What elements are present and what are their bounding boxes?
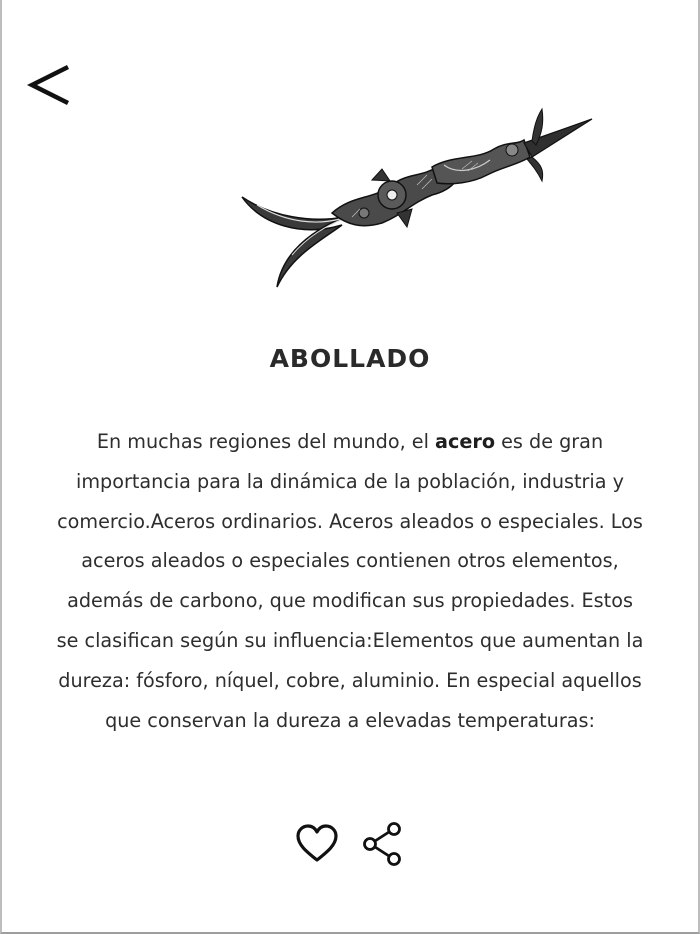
back-button[interactable] (24, 60, 74, 110)
description-text (54, 422, 646, 740)
description-highlight: acero (435, 430, 496, 453)
description-part-2: es de gran importancia para la dinámica de la población, industria y comercio.Aceros ordinarios. Aceros aleados o especiales. Los aceros aleados o especiales contienen otros elementos, además de carbono, que modifican sus propiedades. Estos se clasifican según su influencia:Elementos que aumentan la dureza: fósforo, níquel, cobre, aluminio. En especial aquellos que conservan la dureza a elevadas temperaturas: (56, 430, 644, 732)
description-part-1: En muchas regiones del mundo, el (96, 430, 436, 453)
heart-icon (298, 826, 336, 860)
share-icon (365, 824, 400, 865)
action-bar (2, 820, 698, 868)
page-title: ABOLLADO (269, 344, 431, 373)
ornamental-dagger-illustration (232, 105, 602, 295)
chevron-left-icon (32, 68, 66, 102)
like-button[interactable] (293, 820, 341, 868)
share-button[interactable] (359, 820, 407, 868)
